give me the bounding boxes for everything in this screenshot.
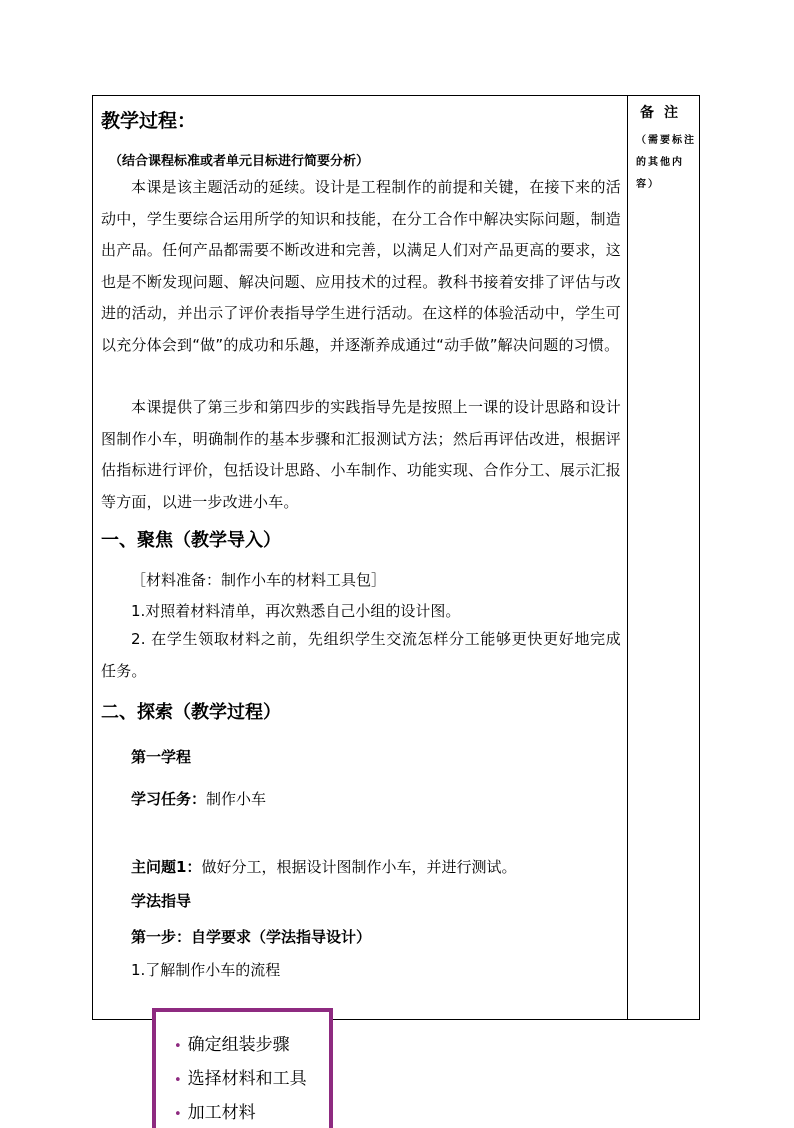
steps-callout <box>152 1008 333 1128</box>
bullet-icon: • <box>174 1073 182 1088</box>
section-1-item-1: 1.对照着材料清单，再次熟悉自己小组的设计图。 <box>131 602 461 620</box>
question-value: 做好分工，根据设计图制作小车，并进行测试。 <box>201 858 517 876</box>
callout-item <box>174 1064 307 1089</box>
subtitle: （结合课程标准或者单元目标进行简要分析） <box>109 154 370 169</box>
column-divider <box>627 96 628 1019</box>
lesson-table <box>92 95 700 1020</box>
callout-item-label: 加工材料 <box>187 1103 256 1123</box>
question-line <box>131 856 516 877</box>
callout-item-label: 确定组装步骤 <box>187 1035 290 1055</box>
bullet-icon: • <box>174 1107 182 1122</box>
second-paragraph: 本课提供了第三步和第四步的实践指导先是按照上一课的设计思路和设计图制作小车，明确制作的基本步骤和汇报测试方法；然后再评估改进，根据评估指标进行评价，包括设计思路、小车制作、功能实现、合作分工、展示汇报等方面，以进一步改进小车。 <box>101 398 621 511</box>
question-label: 主问题1： <box>131 858 202 876</box>
stage-label: 第一学程 <box>131 748 192 766</box>
callout-item-label: 选择材料和工具 <box>187 1069 307 1089</box>
section-1-item-2: 2. 在学生领取材料之前，先组织学生交流怎样分工能够更快更好地完成任务。 <box>101 630 621 680</box>
page-title: 教学过程： <box>101 110 197 132</box>
materials-line: ［材料准备：制作小车的材料工具包］ <box>131 571 387 589</box>
callout-item <box>174 1030 290 1055</box>
guide-label: 学法指导 <box>131 892 192 910</box>
task-label: 学习任务： <box>131 790 207 808</box>
step-1-label: 第一步：自学要求（学法指导设计） <box>131 928 372 946</box>
task-value: 制作小车 <box>206 790 267 808</box>
notes-text: （需要标注的其他内容） <box>636 135 696 190</box>
bullet-icon: • <box>174 1039 182 1054</box>
notes-title: 备注 <box>640 105 688 121</box>
section-2-heading: 二、探索（教学过程） <box>101 702 281 723</box>
task-line <box>131 788 266 809</box>
section-1-heading: 一、聚焦（教学导入） <box>101 530 281 551</box>
step-1-item: 1.了解制作小车的流程 <box>131 961 281 979</box>
intro-paragraph: 本课是该主题活动的延续。设计是工程制作的前提和关键，在接下来的活动中，学生要综合运用所学的知识和技能，在分工合作中解决实际问题，制造出产品。任何产品都需要不断改进和完善，以满足人们对产品更高的要求，这也是不断发现问题、解决问题、应用技术的过程。教科书接着安排了评估与改进的活动，并出示了评价表指导学生进行活动。在这样的体验活动中，学生可以充分体会到“做”的成功和乐趣，并逐渐养成通过“动手做”解决问题的习惯。 <box>101 178 621 354</box>
callout-item <box>174 1098 256 1123</box>
